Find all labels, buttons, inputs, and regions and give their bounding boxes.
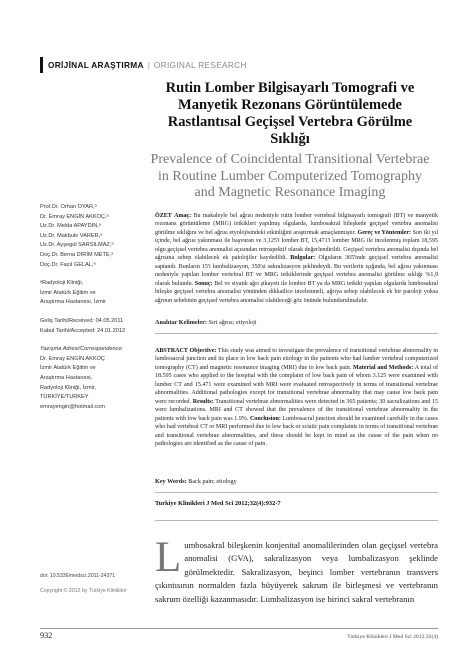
keywords-divider (155, 492, 438, 493)
keywords-tr: Anahtar Kelimeler: Sırt ağrısı; etiyoloji (155, 319, 257, 326)
received-date: Geliş Tarihi/Received: 04.05.2011 (40, 317, 124, 324)
section-divider: | (147, 60, 150, 70)
accepted-date: Kabul Tarihi/Accepted: 24.01.2012 (40, 327, 126, 334)
body-text: umbosakral bileşkenin konjenital anomalilerinden olan geçişsel vertebra anomalisi (GVA), sakralizasyon veya lumbalizasyon şeklinde görülmektedir. Sakralizasyon, beşinci lomber vertebranın transvers çıkıntısının normalden fazla büyüyerek sakrum ile birleşmesi ve vertebranın sakrum özelliği kazanmasıdır. Lumbalizasyon ise birinci sakral vertebranın (155, 540, 438, 604)
article-title-tr: Rutin Lomber Bilgisayarlı Tomografi ve Manyetik Rezonans Görüntülemede Rastlantısal Geçişsel Vertebra Görülme Sıklığı (165, 80, 415, 147)
abstract-tr: ÖZET Amaç: Bu makaleyle bel ağrısı nedeniyle rutin lomber vertebral bilgisayarlı tomografi (BT) ve manyetik rezonans görüntüleme (MRG) tetkikleri yapılmış olgularda, lumbosakral bileşkede geçişsel vertebra anomalisi görülme sıklığını ve bel ağrısı etyolojisindeki etkinliğini araştırmak amaçlanmıştır. Gereç ve Yöntemler: Son iki yıl içinde, bel ağrısı yakınması ile başvuran ve 3,125'i lomber BT, 15,471'i lomber MRG ile incelenmiş toplam 18,595 olgu geçişsel vertebra anomalisi açısından retrospektif olarak değerlendirildi. Geçişsel vertebra anomalisi dışında bel ağrısına sebep olabilecek ek patolojiler kaydedildi. Bulgular: Olguların 365'inde geçişsel vertebra anomalisi saptandı. Bunların 15'i lumbalizasyon, 350'si sakralizasyon şeklindeydi. Bu verilerin ışığında, bel ağrısı yakınması nedeniyle yapılan lomber vertebral BT ve MRG tetkiklerinde geçişsel vertebra anomalisi görülme sıklığı %1,9 olarak bulundu. Sonuç: Bel ve siyatik ağrı şikayeti ile lomber BT ya da MRG tetkiki yapılan olgularda lumbosakral bileşke geçişsel vertebra anomalisi yönünden dikkatlice incelenmeli, ağrıya sebep olabilecek ek bir patoloji yoksa ağrının sebebinin geçişsel vertebra anomalisi olabileceği göz önünde bulundurulmalıdır. (155, 213, 439, 304)
section-label-en: ORIGINAL RESEARCH (153, 60, 247, 70)
body-paragraph (155, 534, 438, 606)
doi-block (40, 572, 152, 596)
citation-divider (155, 520, 438, 521)
author: Doç.Dr. Berna DİRİM METE,ᵃ (40, 251, 114, 258)
author: Dr. Emray ENGİN AKKOÇ,ᵃ (40, 213, 109, 220)
section-marker-bar (40, 57, 43, 73)
correspondence-email[interactable]: emrayengin@hotmail.com (40, 403, 106, 410)
correspondence-label: Yazışma Adresi/Correspondence: (40, 346, 124, 353)
abstract-en: ABSTRACT Objective: This study was aimed to investigate the prevalence of transitional vertebrae abnormality in lumbosacral junction and its place in low back pain etiology in the patients who had lumber vertebral computerized tomography (CT) and magnetic resonance imaging (MRI) due to low back pain. Material and Methods: A total of 18.595 cases who applied to the hospital with the complaint of low back pain of whom 3.125 were examined with lumber CT and 15.471 were examined with MRI were evaluated retrospectively in terms of transitional vertebrae abnormalities. Additional pathologies except for transitional vertebrae abnormality that may cause low back pain were recorded. Results: Transitional vertebrae abnormalities were detected in 365 patients; 30 sacralizations and 15 were lumbalizations. MRI and CT showed that the prevalence of the transitional vertebrae abnormality in the patients with low back pain was 1.9%. Conclusion: Lumbosacral junction should be examined carefully in the cases who had vertebral CT or MRI performed due to low back or sciatic pain complaints in terms of transitional vertebrae and transitional vertebrae abnormalities, and these should be kept in mind as the cause of the pain when no pathologies are identified as the cause of pain. (155, 348, 439, 447)
author-list (40, 203, 152, 270)
correspondence: Yazışma Adresi/Correspondence: Dr. Emray ENGİN AKKOÇ İzmir Atatürk Eğitim ve Araştırma Hastanesi, Radyoloji Kliniği, İzmir, TÜRKİYE/TURKEY emrayengin@hotmail.com (40, 345, 152, 412)
author: Doç.Dr. Fazıl GELAL,ᵃ (40, 261, 96, 268)
author: Uz.Dr. Makbule VARER,ᵃ (40, 232, 103, 239)
author: Uz.Dr. Melda APAYDIN,ᵃ (40, 223, 101, 230)
footer-divider (40, 628, 438, 629)
drop-cap: L (155, 534, 182, 581)
page-number: 932 (40, 631, 53, 640)
keywords-en: Key Words: Back pain; etiology (155, 478, 237, 485)
author: Uz.Dr. Ayşegül SARSILMAZ,ᵃ (40, 242, 114, 249)
author: Prof.Dr. Orhan OYAR,ᵃ (40, 204, 97, 210)
affiliation: ᵃRadyoloji Kliniği, İzmir Atatürk Eğitim ve Araştırma Hastanesi, İzmir (40, 280, 106, 306)
section-label-tr: ORİJİNAL ARAŞTIRMA (48, 60, 144, 70)
copyright: Copyright © 2012 by Türkiye Klinikleri (40, 588, 127, 594)
author-info-column (40, 203, 152, 412)
section-header (40, 57, 247, 73)
doi[interactable]: doi: 10.5336/medsci.2011-24371 (40, 573, 116, 579)
journal-citation: Turkiye Klinikleri J Med Sci 2012;32(4):932-7 (155, 500, 281, 507)
abstract-divider (155, 333, 438, 334)
article-title-en: Prevalence of Coincidental Transitional Vertebrae in Routine Lumber Computerized Tomography and Magnetic Resonance Imaging (150, 152, 430, 200)
footer-journal: Turkiye Klinikleri J Med Sci 2012;32(4) (347, 634, 438, 640)
